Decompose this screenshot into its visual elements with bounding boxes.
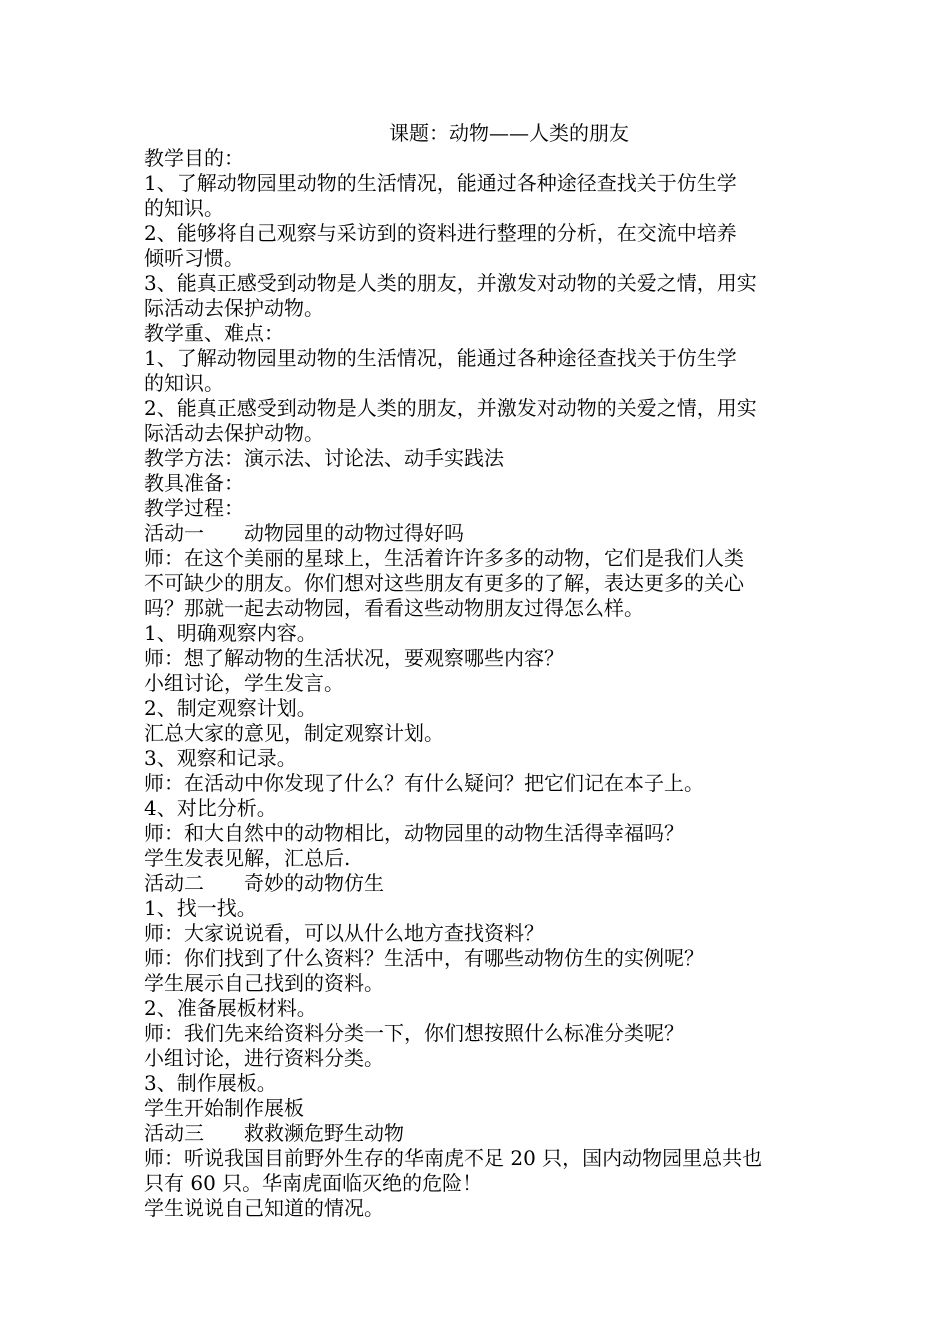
key-point-2-line-2: 际活动去保护动物。	[144, 421, 324, 445]
document-body	[144, 121, 814, 1221]
objective-2-line-1: 2、能够将自己观察与采访到的资料进行整理的分析，在交流中培养	[144, 221, 737, 245]
objective-2-line-2: 倾听习惯。	[144, 246, 244, 270]
activity-2-step-3: 3、制作展板。	[144, 1071, 277, 1095]
document-title: 课题：动物——人类的朋友	[389, 121, 629, 145]
objective-1-line-2: 的知识。	[144, 196, 224, 220]
teaching-methods: 教学方法：演示法、讨论法、动手实践法	[144, 446, 504, 470]
activity-1-step-1-teacher: 师：想了解动物的生活状况，要观察哪些内容？	[144, 646, 564, 670]
activity-2-step-3-students: 学生开始制作展板	[144, 1096, 304, 1120]
teaching-aids: 教具准备：	[144, 471, 244, 495]
activity-1-step-2: 2、制定观察计划。	[144, 696, 317, 720]
activity-1-step-4-students: 学生发表见解，汇总后.	[144, 846, 351, 870]
objective-1-line-1: 1、了解动物园里动物的生活情况，能通过各种途径查找关于仿生学	[144, 171, 737, 195]
activity-2-step-2-teacher: 师：我们先来给资料分类一下，你们想按照什么标准分类呢？	[144, 1021, 684, 1045]
key-point-2-line-1: 2、能真正感受到动物是人类的朋友，并激发对动物的关爱之情，用实	[144, 396, 757, 420]
activity-3-teacher-line-1: 师：听说我国目前野外生存的华南虎不足 20 只，国内动物园里总共也	[144, 1146, 763, 1170]
activity-1-intro-line-2: 不可缺少的朋友。你们想对这些朋友有更多的了解，表达更多的关心	[144, 571, 744, 595]
section-heading-objectives: 教学目的：	[144, 146, 244, 170]
activity-1-step-4-teacher: 师：和大自然中的动物相比，动物园里的动物生活得幸福吗？	[144, 821, 684, 845]
section-heading-process: 教学过程：	[144, 496, 244, 520]
activity-2-step-2-students: 小组讨论，进行资料分类。	[144, 1046, 384, 1070]
activity-2-step-2: 2、准备展板材料。	[144, 996, 317, 1020]
activity-3-students: 学生说说自己知道的情况。	[144, 1196, 384, 1220]
activity-2-step-1: 1、找一找。	[144, 896, 257, 920]
activity-1-step-3: 3、观察和记录。	[144, 746, 297, 770]
activity-2-step-1-teacher-a: 师：大家说说看，可以从什么地方查找资料？	[144, 921, 544, 945]
activity-1-step-4: 4、对比分析。	[144, 796, 277, 820]
section-heading-key-points: 教学重、难点：	[144, 321, 284, 345]
activity-1-step-1: 1、明确观察内容。	[144, 621, 317, 645]
activity-2-heading: 活动二 奇妙的动物仿生	[144, 871, 384, 895]
activity-2-step-1-teacher-b: 师：你们找到了什么资料？生活中，有哪些动物仿生的实例呢？	[144, 946, 704, 970]
objective-3-line-2: 际活动去保护动物。	[144, 296, 324, 320]
activity-1-step-1-students: 小组讨论，学生发言。	[144, 671, 344, 695]
activity-3-heading: 活动三 救救濒危野生动物	[144, 1121, 404, 1145]
objective-3-line-1: 3、能真正感受到动物是人类的朋友，并激发对动物的关爱之情，用实	[144, 271, 757, 295]
activity-2-step-1-students: 学生展示自己找到的资料。	[144, 971, 384, 995]
key-point-1-line-1: 1、了解动物园里动物的生活情况，能通过各种途径查找关于仿生学	[144, 346, 737, 370]
activity-1-heading: 活动一 动物园里的动物过得好吗	[144, 521, 464, 545]
activity-1-step-3-teacher: 师：在活动中你发现了什么？有什么疑问？把它们记在本子上。	[144, 771, 704, 795]
key-point-1-line-2: 的知识。	[144, 371, 224, 395]
activity-3-teacher-line-2: 只有 60 只。华南虎面临灭绝的危险！	[144, 1171, 483, 1195]
activity-1-step-2-detail: 汇总大家的意见，制定观察计划。	[144, 721, 444, 745]
activity-1-intro-line-3: 吗？那就一起去动物园，看看这些动物朋友过得怎么样。	[144, 596, 644, 620]
activity-1-intro-line-1: 师：在这个美丽的星球上，生活着许许多多的动物，它们是我们人类	[144, 546, 744, 570]
